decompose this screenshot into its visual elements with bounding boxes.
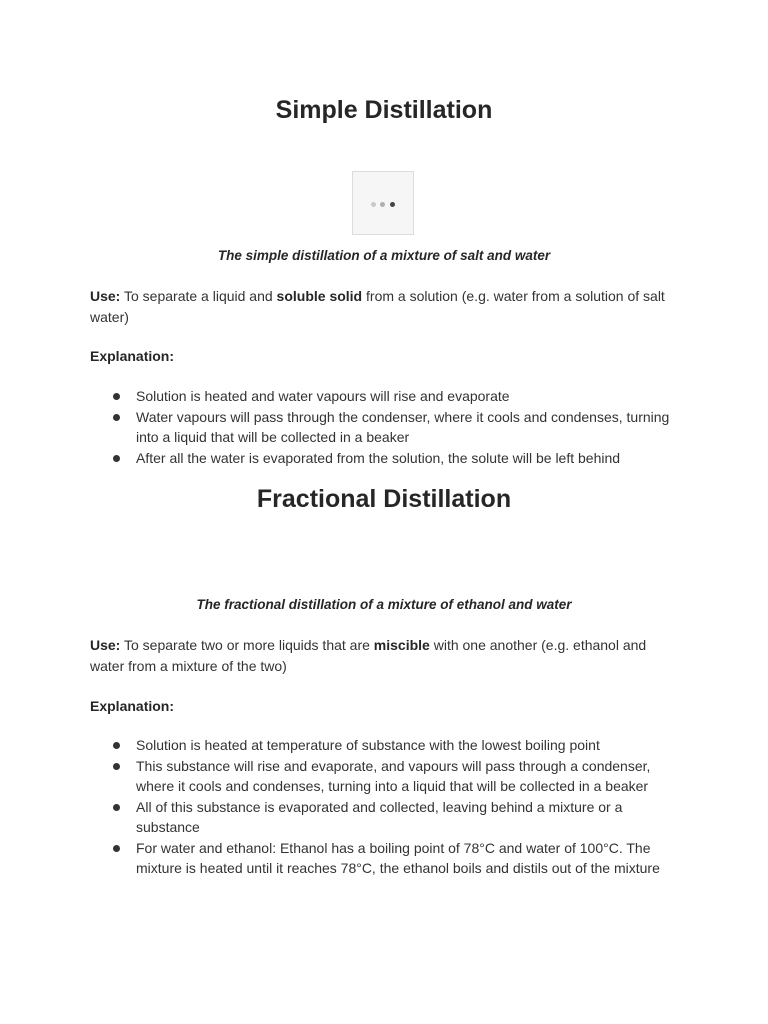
figure-caption-fractional: The fractional distillation of a mixture of ethanol and water [196,597,572,612]
list-item: All of this substance is evaporated and collected, leaving behind a mixture or a substance [136,797,686,838]
loading-dot-icon [371,202,376,207]
explanation-label-simple: Explanation: [90,348,175,364]
use-text-part: To separate two or more liquids that are [120,637,374,653]
use-text-part: from a solution (e.g. water from a solution of salt water) [90,288,665,325]
use-bold-term: miscible [373,637,430,653]
explanation-list-fractional [136,735,686,879]
loading-dot-icon [380,202,385,207]
use-text-part: with one another (e.g. ethanol and water from a mixture of the two) [90,637,647,674]
loading-dot-icon [390,202,395,207]
list-item: This substance will rise and evaporate, and vapours will pass through a condenser, where it cools and condenses, turning into a liquid that will be collected in a beaker [136,756,686,797]
use-label: Use: [90,637,121,653]
explanation-label-fractional: Explanation: [90,698,175,714]
use-paragraph-simple [90,286,680,327]
use-text-part: To separate a liquid and [120,288,277,304]
use-bold-term: soluble solid [276,288,363,304]
use-paragraph-fractional [90,635,680,676]
figure-caption-simple: The simple distillation of a mixture of salt and water [217,248,551,263]
explanation-list-simple [136,386,686,468]
list-item: For water and ethanol: Ethanol has a boiling point of 78°C and water of 100°C. The mixture is heated until it reaches 78°C, the ethanol boils and distils out of the mixture [136,838,686,879]
image-loading-placeholder [352,171,414,235]
list-item: After all the water is evaporated from the solution, the solute will be left behind [136,448,686,469]
list-item: Water vapours will pass through the condenser, where it cools and condenses, turning into a liquid that will be collected in a beaker [136,407,686,448]
section-title-fractional-distillation: Fractional Distillation [256,485,512,513]
list-item: Solution is heated and water vapours will rise and evaporate [136,386,686,407]
section-title-simple-distillation: Simple Distillation [275,96,493,124]
use-label: Use: [90,288,121,304]
list-item: Solution is heated at temperature of substance with the lowest boiling point [136,735,686,756]
